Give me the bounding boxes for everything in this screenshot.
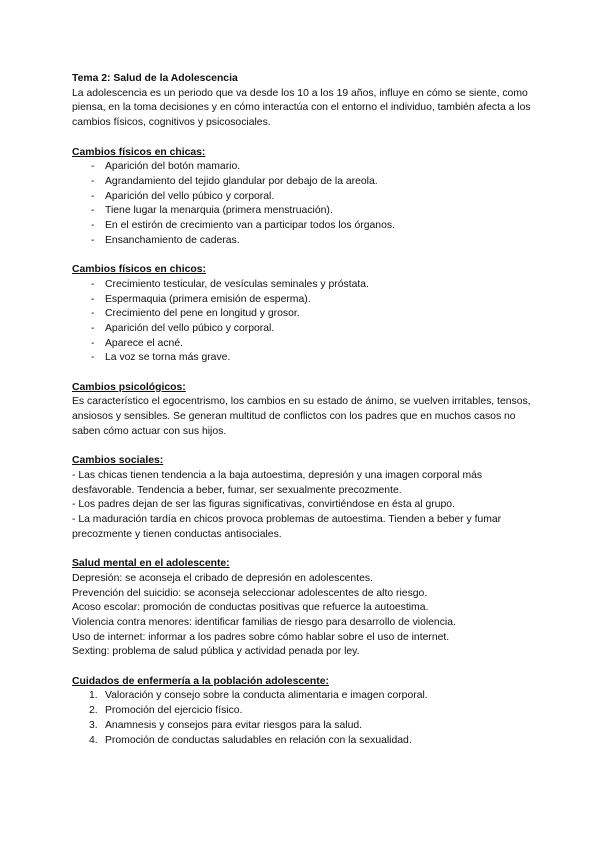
nursing-list — [72, 689, 532, 748]
social-paragraph — [72, 469, 532, 543]
list-item: - Aparición del botón mamario. — [91, 161, 241, 173]
boys-heading: Cambios físicos en chicos: — [72, 264, 206, 276]
mental-line: Acoso escolar: promoción de conductas positivas que refuerce la autoestima. — [72, 602, 429, 614]
document-title: Tema 2: Salud de la Adolescencia — [72, 73, 238, 84]
intro-paragraph: La adolescencia es un periodo que va desde los 10 a los 19 años, influye en cómo se siente, como piensa, en la toma decisiones y en cómo interactúa con el entorno el individuo, también afecta a los cambios físicos, cognitivos y psicosociales. — [72, 87, 531, 129]
social-line: - La maduración tardía en chicos provoca problemas de autoestima. Tienden a beber y fumar precozmente y tienen conductas antisociales. — [72, 514, 502, 540]
list-item: - Espermaquia (primera emisión de esperma). — [91, 293, 311, 305]
mental-paragraph — [72, 572, 532, 660]
psych-heading: Cambios psicológicos: — [72, 381, 186, 393]
list-item: - Tiene lugar la menarquia (primera menstruación). — [91, 205, 333, 217]
list-item: - Aparición del vello púbico y corporal. — [91, 322, 275, 334]
list-item: 2. Promoción del ejercicio físico. — [89, 705, 243, 717]
document-page — [72, 72, 532, 748]
mental-line: Depresión: se aconseja el cribado de depresión en adolescentes. — [72, 572, 373, 584]
list-item: - Aparición del vello púbico y corporal. — [91, 190, 275, 202]
social-heading: Cambios sociales: — [72, 455, 164, 467]
mental-line: Uso de internet: informar a los padres sobre cómo hablar sobre el uso de internet. — [72, 631, 450, 643]
list-item: - Crecimiento del pene en longitud y grosor. — [91, 308, 300, 320]
list-item: 4. Promoción de conductas saludables en relación con la sexualidad. — [89, 734, 412, 746]
social-line: - Las chicas tienen tendencia a la baja autoestima, depresión y una imagen corporal más desfavorable. Tendencia a beber, fumar, ser sexualmente precozmente. — [72, 469, 483, 496]
list-item: - En el estirón de crecimiento van a participar todos los órganos. — [91, 220, 395, 232]
list-item: - La voz se torna más grave. — [91, 352, 231, 364]
mental-heading: Salud mental en el adolescente: — [72, 558, 230, 570]
psych-paragraph: Es característico el egocentrismo, los cambios en su estado de ánimo, se vuelven irritables, tensos, ansiosos y sensibles. Se generan multitud de conflictos con los padres que en muchos casos no saben cómo actuar con sus hijos. — [72, 396, 531, 437]
mental-line: Violencia contra menores: identificar familias de riesgo para desarrollo de violencia. — [72, 616, 456, 628]
mental-line: Prevención del suicidio: se aconseja seleccionar adolescentes de alto riesgo. — [72, 587, 428, 599]
nursing-heading: Cuidados de enfermería a la población adolescente: — [72, 675, 329, 687]
social-line: - Los padres dejan de ser las figuras significativas, convirtiéndose en ésta al grupo. — [72, 499, 455, 511]
list-item: - Crecimiento testicular, de vesículas seminales y próstata. — [91, 278, 369, 290]
list-item: 3. Anamnesis y consejos para evitar riesgos para la salud. — [89, 719, 363, 731]
girls-list — [72, 160, 532, 248]
list-item: - Aparece el acné. — [91, 337, 183, 349]
list-item: 1. Valoración y consejo sobre la conducta alimentaria e imagen corporal. — [89, 690, 428, 702]
girls-heading: Cambios físicos en chicas: — [72, 146, 206, 158]
mental-line: Sexting: problema de salud pública y actividad penada por ley. — [72, 646, 360, 658]
list-item: - Agrandamiento del tejido glandular por debajo de la areola. — [91, 175, 378, 187]
boys-list — [72, 278, 532, 366]
list-item: - Ensanchamiento de caderas. — [91, 234, 240, 246]
